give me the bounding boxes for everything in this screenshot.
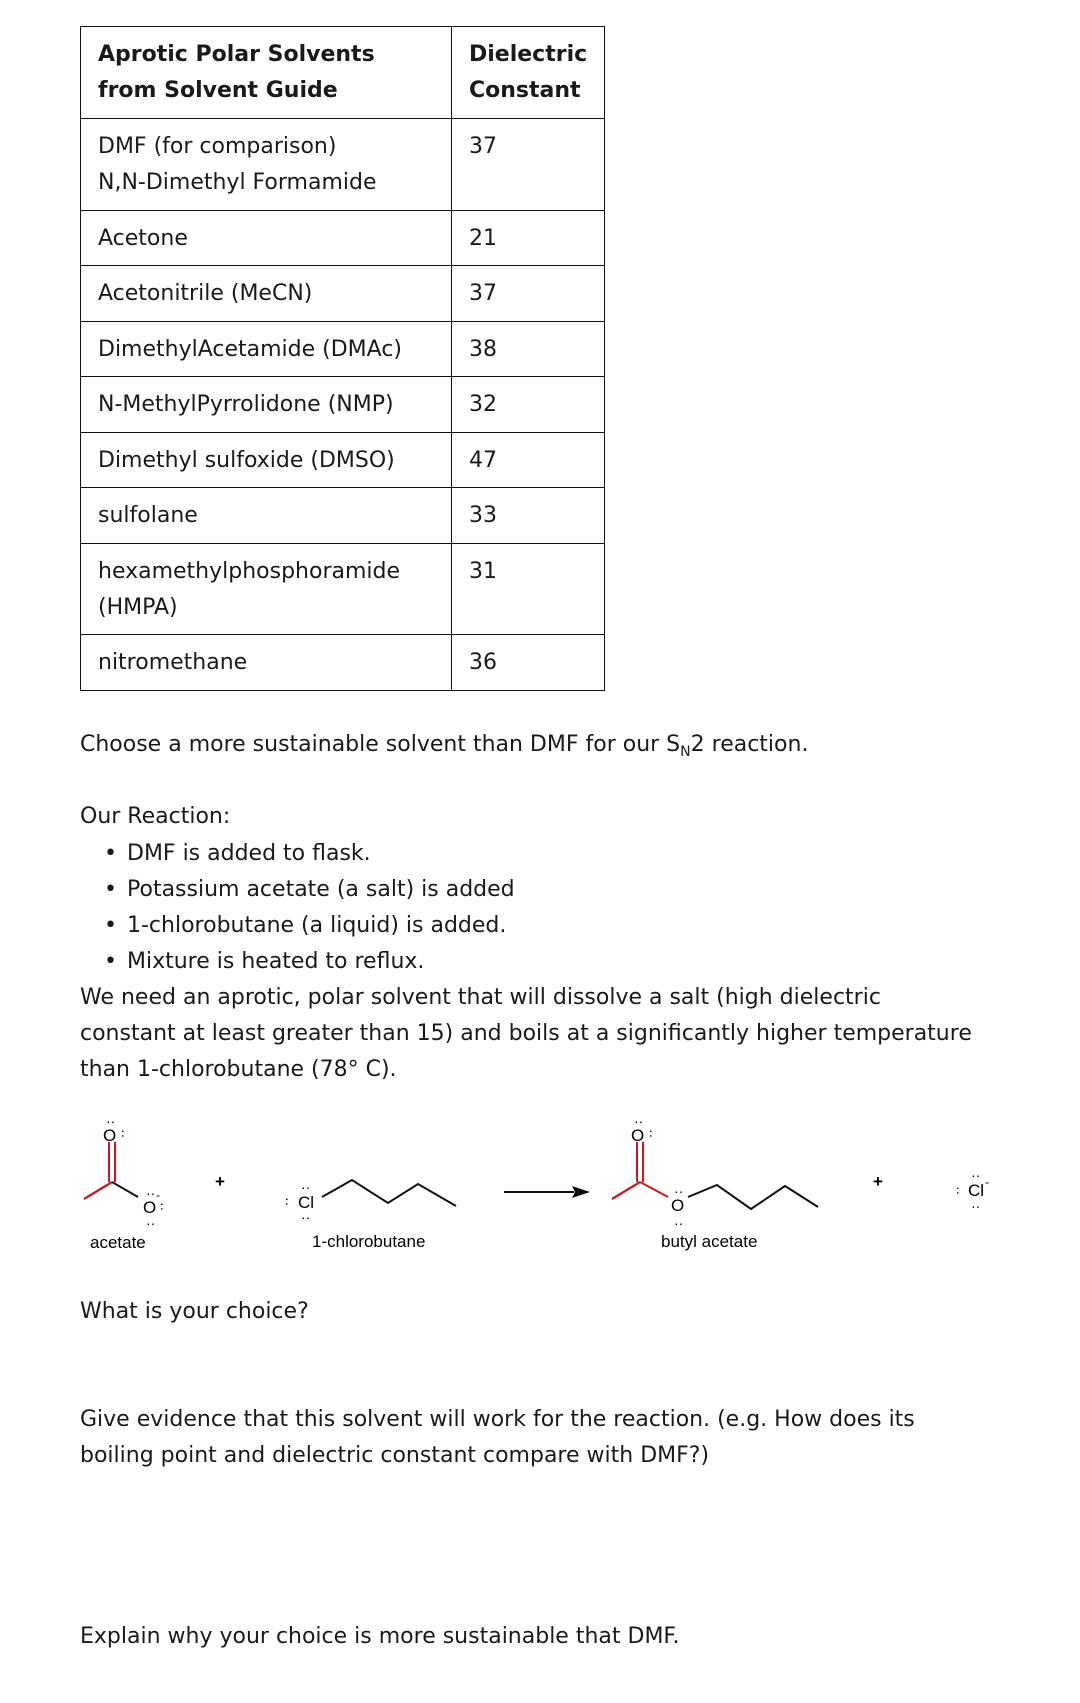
bullet: •: [104, 841, 117, 866]
bullet: •: [104, 949, 117, 974]
task-prompt: [80, 727, 808, 770]
table-row: [81, 635, 605, 691]
chlorine-atom: Cl: [968, 1181, 985, 1200]
dielectric-value: 32: [452, 377, 605, 433]
reaction-heading: Our Reaction:: [80, 804, 231, 829]
lone-pair: ··: [971, 1198, 981, 1214]
table-row: [81, 488, 605, 544]
plus-sign: +: [215, 1172, 225, 1191]
plus-sign: +: [873, 1172, 883, 1191]
solvent-name: Acetone: [81, 211, 452, 266]
solvent-name: hexamethylphosphoramide: [98, 559, 401, 584]
dielectric-value: 38: [452, 322, 605, 377]
header-dielectric-constant: Dielectric Constant: [452, 27, 605, 119]
chlorobutane-structure: [280, 1179, 456, 1251]
oxygen-atom: O: [671, 1196, 685, 1215]
table-row: [81, 119, 605, 211]
table-row: [81, 377, 605, 433]
butyl-acetate-structure: [612, 1113, 818, 1251]
lone-pair: ··: [971, 1167, 981, 1183]
lone-pair: ··: [644, 1129, 660, 1139]
dielectric-value: 37: [452, 266, 605, 322]
lone-pair: ··: [146, 1185, 156, 1201]
dielectric-value: 36: [452, 635, 605, 691]
solvent-name: N-MethylPyrrolidone (NMP): [81, 377, 452, 433]
step-text: Potassium acetate (a salt) is added: [127, 877, 515, 902]
table-row: [81, 433, 605, 488]
chlorobutane-label: 1-chlorobutane: [312, 1232, 426, 1251]
chlorine-atom: Cl: [298, 1193, 315, 1212]
step-text: 1-chlorobutane (a liquid) is added.: [127, 913, 507, 938]
solvent-name: Dimethyl sulfoxide (DMSO): [81, 433, 452, 488]
solvent-name: DimethylAcetamide (DMAc): [81, 322, 452, 377]
subscript-n: N: [680, 744, 691, 760]
lone-pair: ··: [116, 1129, 132, 1139]
dielectric-value: 47: [452, 433, 605, 488]
bullet: •: [104, 913, 117, 938]
list-item: [100, 944, 515, 980]
solvent-abbreviation: (HMPA): [98, 595, 178, 620]
lone-pair: ··: [634, 1113, 644, 1129]
dielectric-value: 21: [452, 211, 605, 266]
acetate-structure: [84, 1113, 171, 1252]
step-text: Mixture is heated to reflux.: [127, 949, 425, 974]
lone-pair: ··: [301, 1209, 311, 1225]
evidence-question: Give evidence that this solvent will work for the reaction. (e.g. How does its boiling point and dielectric constant compare with DMF?): [80, 1407, 915, 1468]
solvent-cell: [81, 544, 452, 635]
dielectric-value: 33: [452, 488, 605, 544]
lone-pair: ··: [674, 1215, 684, 1231]
lone-pair: ··: [155, 1202, 171, 1212]
header-solvent: Aprotic Polar Solvents from Solvent Guide: [81, 27, 452, 119]
solvent-requirement: We need an aprotic, polar solvent that will dissolve a salt (high dielectric constant at least greater than 15) and boils at a significantly higher temperature than 1-chlorobutane (78° C).: [80, 985, 972, 1082]
dielectric-value: 31: [452, 544, 605, 635]
lone-pair: ··: [106, 1113, 116, 1129]
solvent-full-name: N,N-Dimethyl Formamide: [98, 170, 377, 195]
bullet: •: [104, 877, 117, 902]
oxygen-atom: O: [103, 1126, 117, 1145]
lone-pair: ··: [674, 1183, 684, 1199]
list-item: [100, 872, 515, 908]
arrow-head: [572, 1186, 590, 1198]
solvent-table: [80, 26, 605, 691]
lone-pair: ··: [280, 1197, 296, 1207]
negative-charge: -: [156, 1188, 160, 1202]
table-row: [81, 544, 605, 635]
lone-pair: ··: [951, 1186, 967, 1196]
table-row: [81, 211, 605, 266]
bond: [112, 1182, 138, 1197]
bond: [84, 1182, 112, 1199]
solvent-name: Acetonitrile (MeCN): [81, 266, 452, 322]
reaction-arrow: [504, 1186, 590, 1198]
list-item: [100, 836, 515, 872]
solvent-cell: [81, 119, 452, 211]
bond: [612, 1182, 640, 1199]
solvent-name: DMF (for comparison): [98, 134, 337, 159]
prompt-text: Choose a more sustainable solvent than DMF for our S: [80, 732, 681, 757]
list-item: [100, 908, 515, 944]
oxygen-atom: O: [143, 1198, 157, 1217]
bond: [640, 1182, 668, 1197]
chloride-ion: [951, 1167, 989, 1214]
reaction-steps: [100, 836, 515, 980]
carbon-chain: [688, 1185, 818, 1209]
prompt-text-end: 2 reaction.: [690, 732, 809, 757]
sustainability-question: Explain why your choice is more sustainable that DMF.: [80, 1624, 680, 1649]
table-row: [81, 266, 605, 322]
dielectric-value: 37: [452, 119, 605, 211]
lone-pair: ··: [146, 1215, 156, 1231]
table-row: [81, 322, 605, 377]
reaction-scheme: [0, 1100, 1080, 1260]
choice-question: What is your choice?: [80, 1299, 309, 1324]
lone-pair: ··: [301, 1179, 311, 1195]
solvent-name: sulfolane: [81, 488, 452, 544]
acetate-label: acetate: [90, 1233, 146, 1252]
step-text: DMF is added to flask.: [127, 841, 371, 866]
carbon-chain: [322, 1180, 456, 1206]
oxygen-atom: O: [631, 1126, 645, 1145]
negative-charge: -: [985, 1175, 989, 1189]
table-header-row: [81, 27, 605, 119]
butyl-acetate-label: butyl acetate: [661, 1232, 758, 1251]
solvent-name: nitromethane: [81, 635, 452, 691]
